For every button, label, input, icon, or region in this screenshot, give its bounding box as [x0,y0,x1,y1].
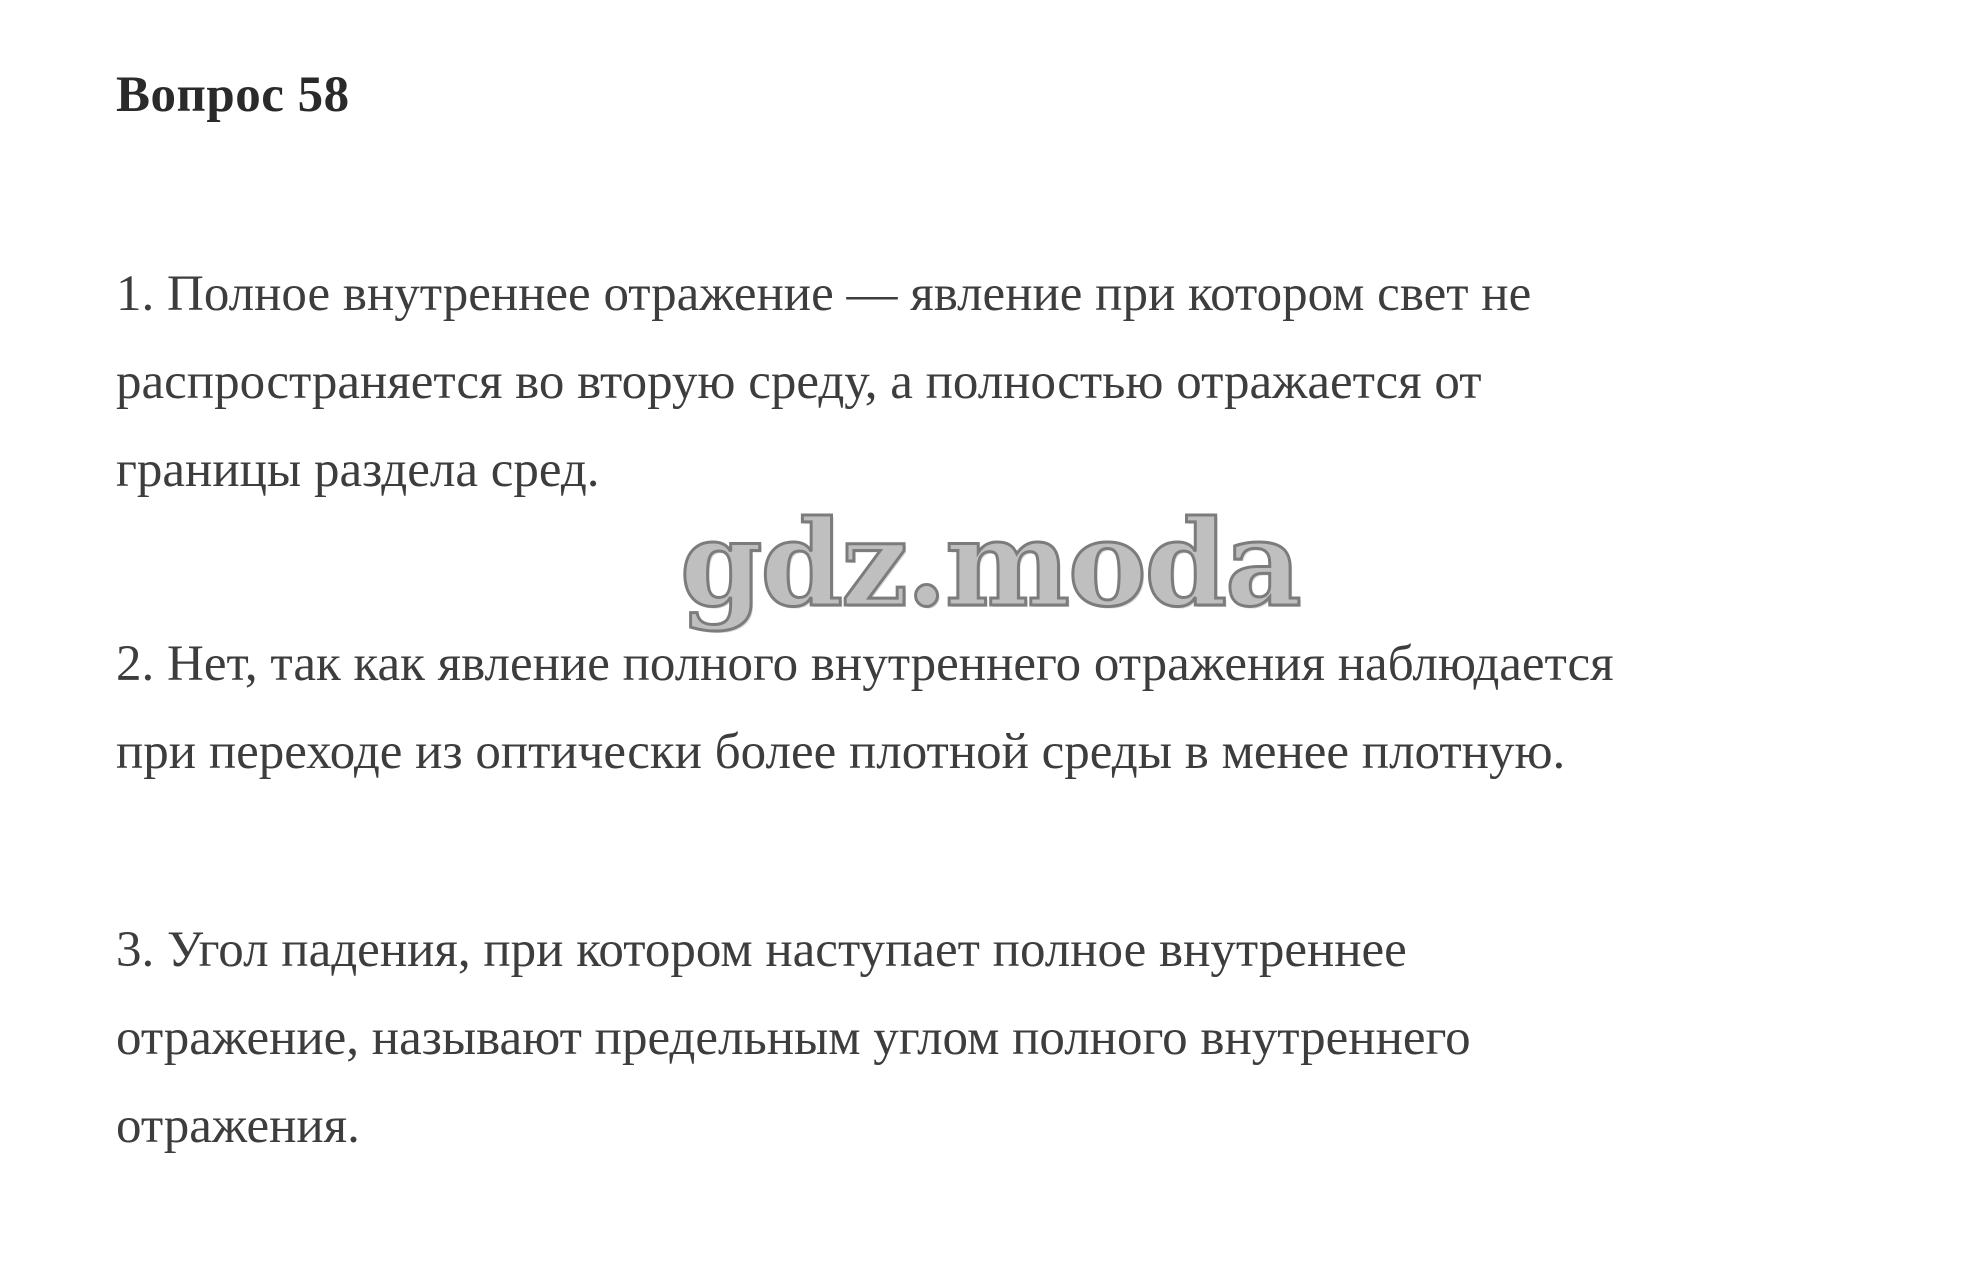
answer-3 [116,906,1916,1170]
answer-3-line-2: отражение, называют предельным углом полного внутреннего [116,1010,1471,1066]
answer-1 [116,250,1916,514]
answer-2-line-1: 2. Нет, так как явление полного внутреннего отражения наблюдается [116,636,1614,692]
answer-1-line-2: распространяется во вторую среду, а полностью отражается от [116,354,1482,410]
answer-2 [116,620,1916,796]
answer-1-line-3: границы раздела сред. [116,442,600,498]
answer-3-line-1: 3. Угол падения, при котором наступает полное внутреннее [116,922,1407,978]
watermark-logo: gdz.moda [680,494,1300,633]
answer-1-line-1: 1. Полное внутреннее отражение — явление при котором свет не [116,266,1532,322]
answer-3-line-3: отражения. [116,1098,360,1154]
question-title: Вопрос 58 [116,67,350,123]
answer-2-line-2: при переходе из оптически более плотной среды в менее плотную. [116,724,1566,780]
